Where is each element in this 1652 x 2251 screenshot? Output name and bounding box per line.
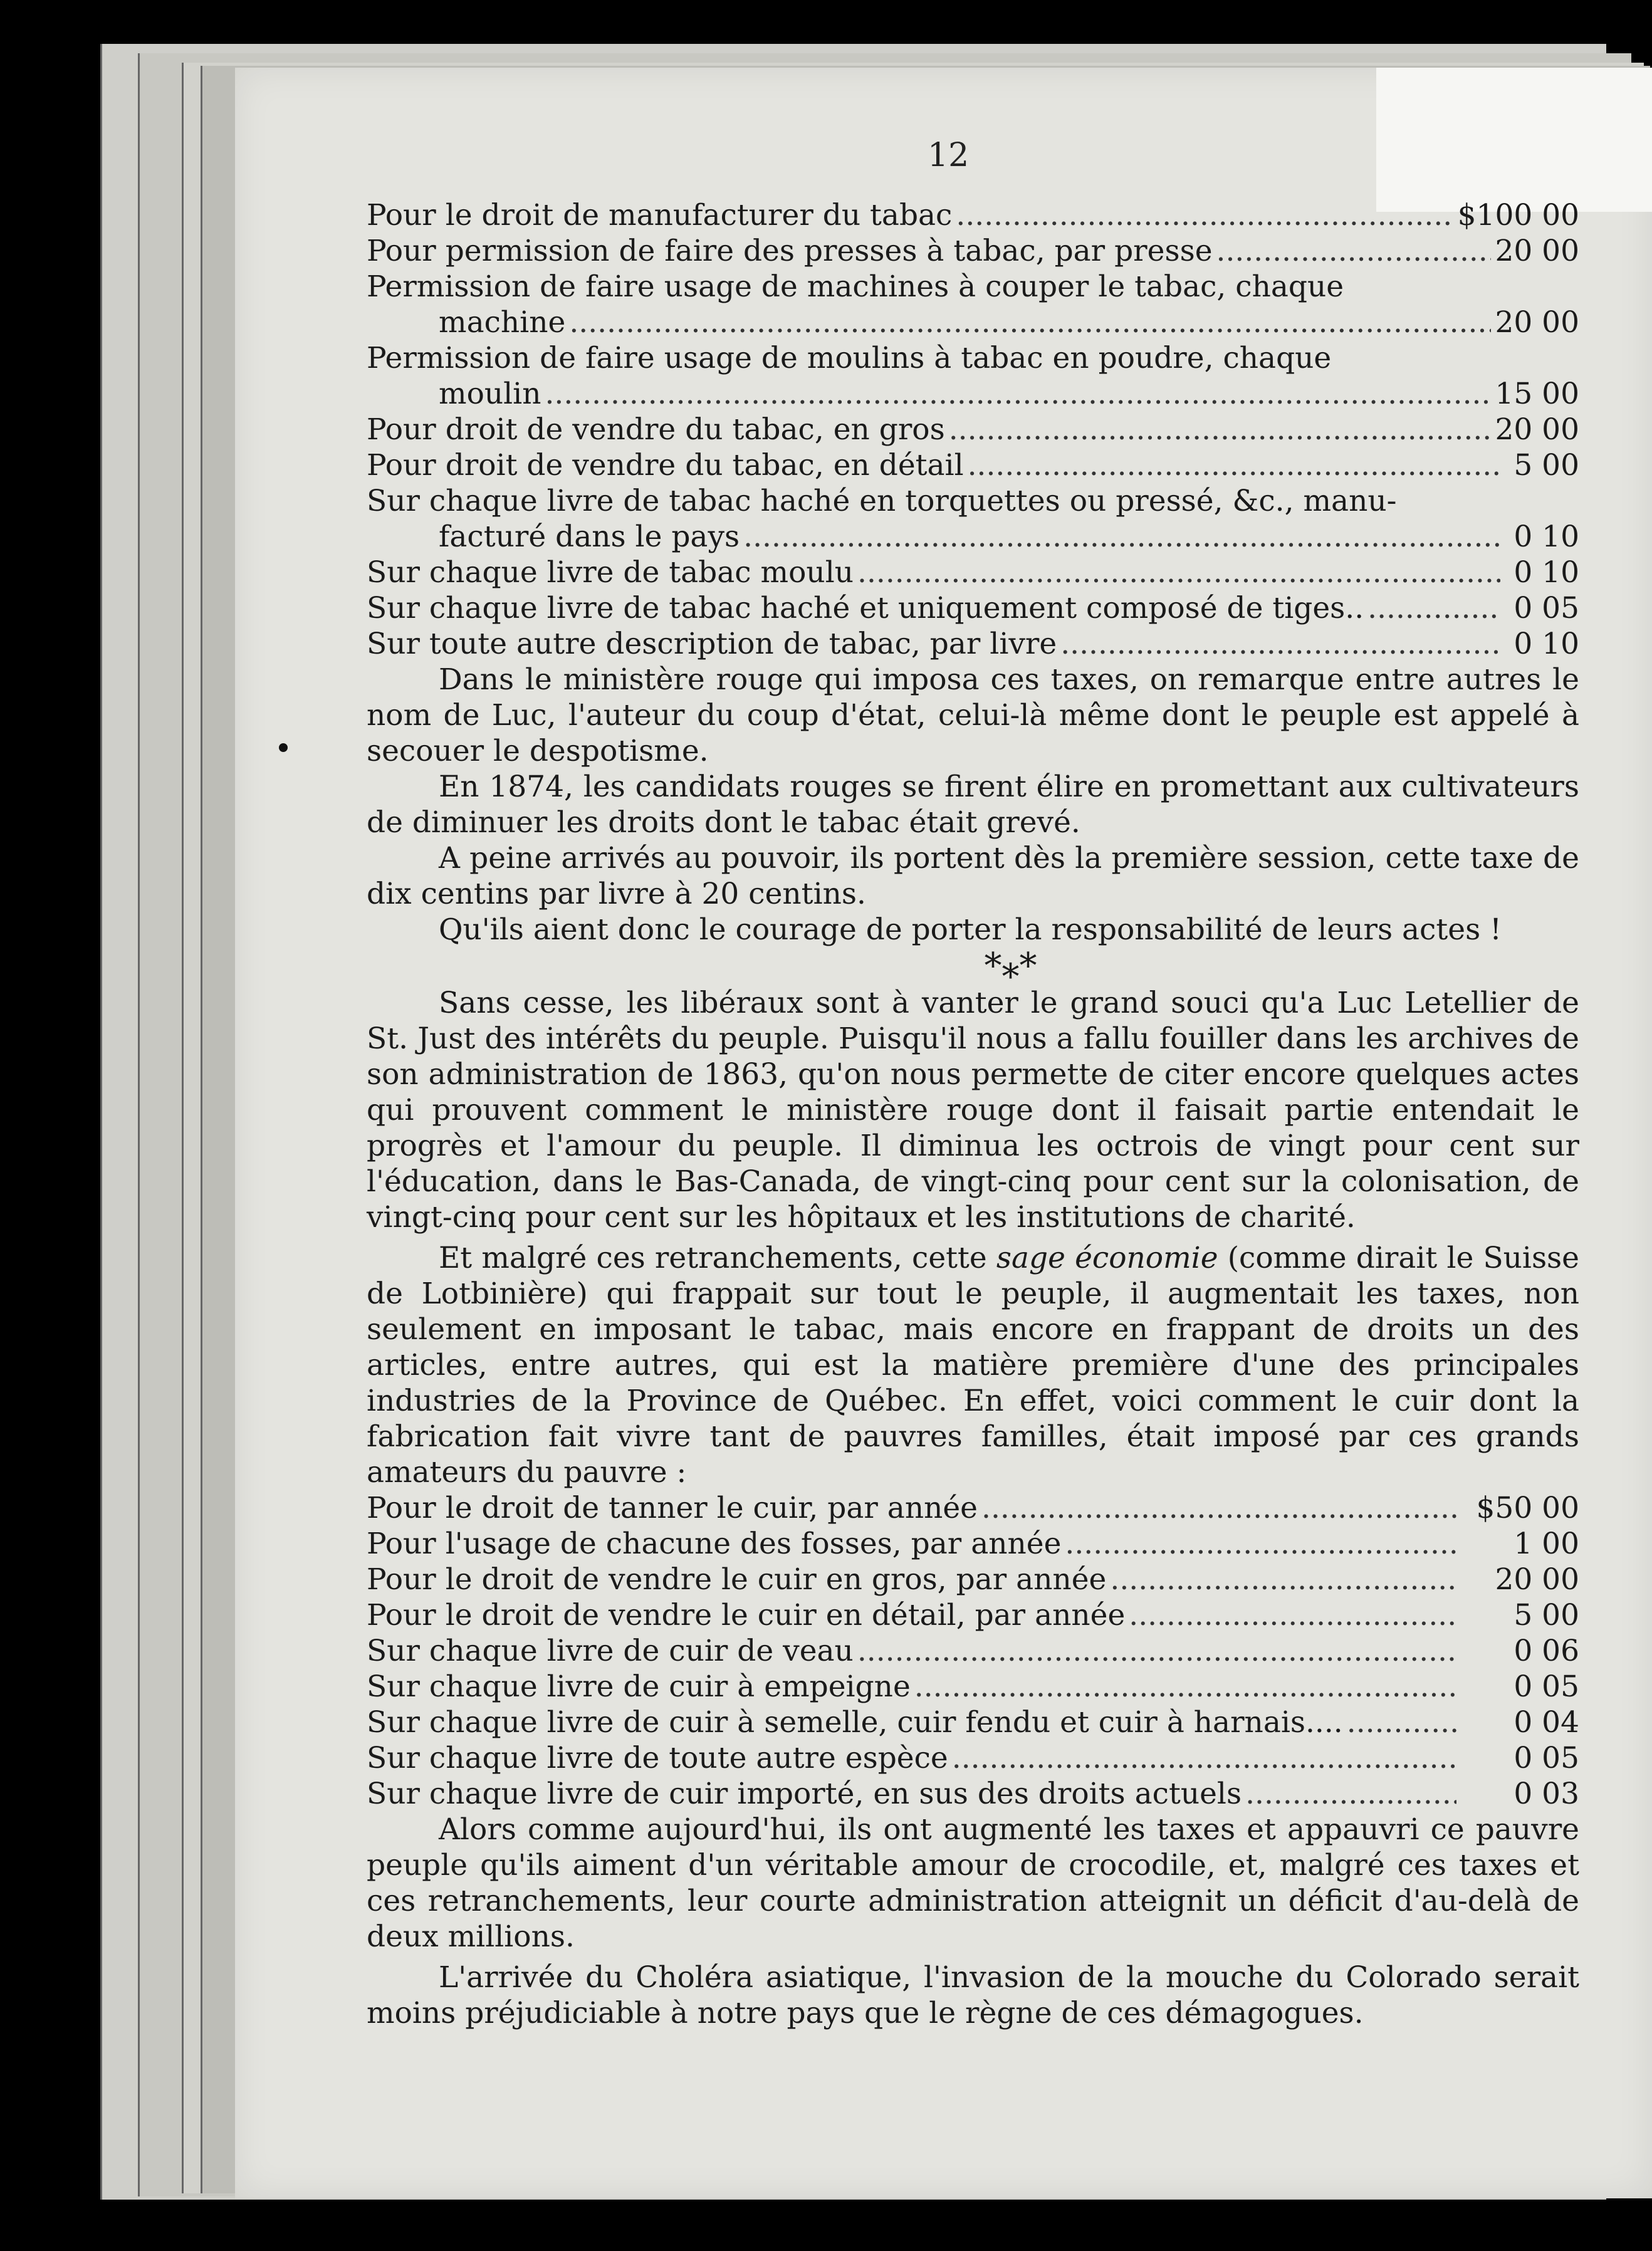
- tax-label: Pour permission de faire des presses à tabac, par presse: [367, 234, 1213, 268]
- dot-leader: [1110, 1562, 1456, 1597]
- paragraph-text: (comme dirait le Suisse de Lotbinière) qui frappait sur tout le peuple, il augmentait les taxes, non seulement en imposant le tabac, mais encore en frappant de droits un des articles, entre autres, qui est la matière première d'une des principales industries de la Province de Québec. En effet, voici comment le cuir dont la fabrication fait vivre tant de pauvres familles, était imposé par ces grands amateurs du pauvre :: [367, 1241, 1579, 1490]
- tax-label: Sur chaque livre de tabac moulu: [367, 555, 854, 590]
- tax-row: [367, 233, 1579, 269]
- tax-row: [367, 1705, 1579, 1740]
- ink-dot: [279, 743, 288, 752]
- dot-leader: [1216, 233, 1492, 269]
- dot-leader: [1060, 626, 1500, 662]
- emphasis-text: sage économie: [996, 1241, 1218, 1275]
- tax-label: Sur toute autre description de tabac, par livre: [367, 627, 1057, 661]
- tax-value: 20 00: [1495, 1562, 1579, 1597]
- tax-row: [367, 197, 1579, 233]
- body-paragraph: Sans cesse, les libéraux sont à vanter le grand souci qu'a Luc Letellier de St. Just des intérêts du peuple. Puisqu'il nous a fallu fouiller dans les archives de son administration de 1863, qu'on nous permette de citer encore quelques actes qui prouvent comment le ministère rouge dont il faisait partie entendait le progrès et l'amour du peuple. Il diminua les octrois de vingt pour cent sur l'éducation, dans le Bas-Canada, de vingt-cinq pour cent sur la colonisation, de vingt-cinq pour cent sur les hôpitaux et les institutions de charité.: [367, 986, 1579, 1235]
- dot-leader: [1129, 1597, 1456, 1633]
- tax-row: [367, 269, 1579, 340]
- leather-tax-list: [367, 1490, 1579, 1812]
- tax-row: [367, 1669, 1579, 1705]
- tax-value: 0 10: [1513, 627, 1579, 661]
- dot-leader: [952, 1740, 1456, 1776]
- tax-value: 0 10: [1513, 555, 1579, 590]
- tax-row: [367, 1633, 1579, 1669]
- tax-value: 0 05: [1513, 591, 1579, 625]
- tax-label: Sur chaque livre de tabac haché et uniquement composé de tiges..: [367, 591, 1364, 625]
- tax-label-continued: machine: [439, 305, 566, 340]
- tax-label: Sur chaque livre de cuir à empeigne: [367, 1669, 911, 1704]
- tax-value: 5 00: [1513, 448, 1579, 483]
- page-number: 12: [928, 137, 970, 174]
- tax-label: Sur chaque livre de cuir à semelle, cuir fendu et cuir à harnais....: [367, 1705, 1343, 1740]
- tax-row: [367, 483, 1579, 555]
- tax-row: [367, 1526, 1579, 1562]
- tax-row: [367, 447, 1579, 483]
- tax-row: [367, 1597, 1579, 1633]
- dot-leader: [857, 1633, 1456, 1669]
- tax-value: 20 00: [1495, 305, 1579, 340]
- dot-leader: [857, 555, 1500, 590]
- paper-patch: [1376, 68, 1652, 212]
- dot-leader: [956, 197, 1453, 233]
- dot-leader: [949, 412, 1492, 447]
- tax-row: [367, 590, 1579, 626]
- tax-label-continued: facturé dans le pays: [439, 520, 740, 554]
- body-paragraph: A peine arrivés au pouvoir, ils portent dès la première session, cette taxe de dix centins par livre à 20 centins.: [367, 841, 1579, 911]
- tax-label: Permission de faire usage de machines à couper le tabac, chaque: [367, 269, 1344, 304]
- dot-leader: [1347, 1705, 1456, 1740]
- tax-value: 20 00: [1495, 412, 1579, 447]
- tax-label: Pour le droit de vendre le cuir en détail, par année: [367, 1598, 1126, 1632]
- tax-value: $100 00: [1457, 198, 1579, 232]
- tax-value: 1 00: [1513, 1527, 1579, 1561]
- tax-row: [367, 1740, 1579, 1776]
- tax-label: Pour le droit de tanner le cuir, par année: [367, 1491, 978, 1525]
- tax-row: [367, 626, 1579, 662]
- tax-label: Sur chaque livre de toute autre espèce: [367, 1741, 948, 1775]
- tax-row: [367, 555, 1579, 590]
- dot-leader: [545, 376, 1491, 412]
- tax-label: Pour droit de vendre du tabac, en détail: [367, 448, 964, 483]
- tax-label: Sur chaque livre de tabac haché en torquettes ou pressé, &c., manu-: [367, 484, 1397, 518]
- dot-leader: [1245, 1776, 1456, 1812]
- paragraph-text: Et malgré ces retranchements, cette: [439, 1241, 996, 1275]
- body-paragraph: Dans le ministère rouge qui imposa ces taxes, on remarque entre autres le nom de Luc, l'auteur du coup d'état, celui-là même dont le peuple est appelé à secouer le despotisme.: [367, 662, 1579, 768]
- body-paragraph: En 1874, les candidats rouges se firent élire en promettant aux cultivateurs de diminuer les droits dont le tabac était grevé.: [367, 770, 1579, 840]
- body-paragraph: [367, 1240, 1579, 1490]
- tax-value: 5 00: [1513, 1598, 1579, 1632]
- tax-label: Pour l'usage de chacune des fosses, par année: [367, 1527, 1062, 1561]
- tax-value: 15 00: [1495, 377, 1579, 411]
- tax-label: Pour le droit de manufacturer du tabac: [367, 198, 953, 232]
- tax-label: Sur chaque livre de cuir de veau: [367, 1634, 854, 1668]
- tax-row: [367, 412, 1579, 447]
- tax-value: 20 00: [1495, 234, 1579, 268]
- dot-leader: [968, 447, 1500, 483]
- tax-label: Permission de faire usage de moulins à tabac en poudre, chaque: [367, 341, 1332, 375]
- tax-value: 0 05: [1513, 1741, 1579, 1775]
- dot-leader: [743, 519, 1500, 555]
- tax-value: 0 05: [1513, 1669, 1579, 1704]
- tax-label-continued: moulin: [439, 377, 541, 411]
- tax-value: 0 06: [1513, 1634, 1579, 1668]
- body-paragraph: Qu'ils aient donc le courage de porter la responsabilité de leurs actes !: [439, 912, 1502, 947]
- tax-row: [367, 340, 1579, 412]
- tax-row: [367, 1490, 1579, 1526]
- tax-label: Pour le droit de vendre le cuir en gros, par année: [367, 1562, 1107, 1597]
- body-paragraph: L'arrivée du Choléra asiatique, l'invasion de la mouche du Colorado serait moins préjudiciable à notre pays que le règne de ces démagogues.: [367, 1960, 1579, 2030]
- section-separator: *⁎*: [984, 946, 1037, 986]
- tax-value: 0 10: [1513, 520, 1579, 554]
- dot-leader: [1065, 1526, 1456, 1562]
- tax-row: [367, 1562, 1579, 1597]
- tax-value: 0 04: [1513, 1705, 1579, 1740]
- tax-value: $50 00: [1476, 1491, 1579, 1525]
- tax-label: Pour droit de vendre du tabac, en gros: [367, 412, 945, 447]
- body-paragraph: Alors comme aujourd'hui, ils ont augmenté les taxes et appauvri ce pauvre peuple qu'ils aiment d'un véritable amour de crocodile, et, malgré ces taxes et ces retranchements, leur courte administration atteignit un déficit d'au-delà de deux millions.: [367, 1812, 1579, 1954]
- dot-leader: [569, 305, 1491, 340]
- dot-leader: [914, 1669, 1456, 1705]
- dot-leader: [981, 1490, 1456, 1526]
- tax-row: [367, 1776, 1579, 1812]
- tobacco-tax-list: [367, 197, 1579, 662]
- tax-label: Sur chaque livre de cuir importé, en sus des droits actuels: [367, 1777, 1242, 1811]
- dot-leader: [1367, 590, 1500, 626]
- page-content: [367, 197, 1579, 2031]
- tax-value: 0 03: [1513, 1777, 1579, 1811]
